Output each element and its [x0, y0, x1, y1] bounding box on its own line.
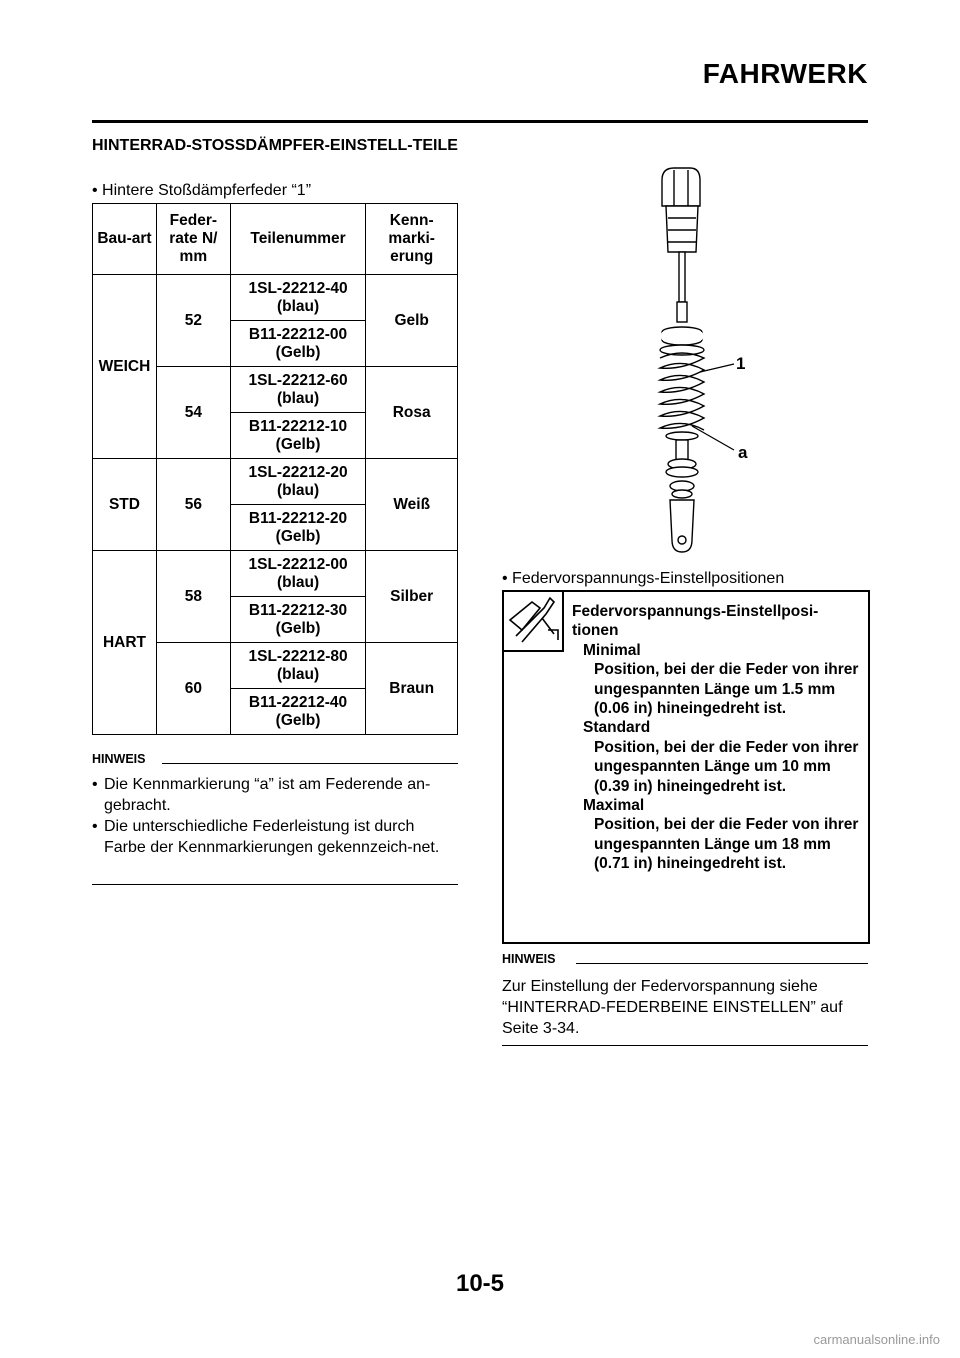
- list-item: • Die unterschiedliche Federleistung ist durch Farbe der Kennmarkierungen gekennzeich-net.: [92, 818, 440, 856]
- bauart-cell: HART: [93, 551, 157, 735]
- bauart-cell: STD: [93, 459, 157, 551]
- hinweis-label: HINWEIS: [92, 752, 146, 766]
- spec-min-text: Position, bei der die Feder von ihrer ungespannten Länge um 1.5 mm (0.06 in) hineingedreht ist.: [594, 661, 859, 718]
- table-row: [93, 275, 458, 321]
- rate-cell: 56: [156, 459, 230, 551]
- spec-min-label: Minimal: [583, 641, 641, 659]
- preload-spec-text: [572, 602, 862, 874]
- table-row: [93, 551, 458, 597]
- wrench-caliper-icon: [502, 590, 564, 652]
- leader-line-mark: [692, 426, 734, 450]
- rate-cell: 58: [156, 551, 230, 643]
- hinweis-notes: [92, 774, 460, 858]
- part-number-cell: 1SL-22212-20 (blau): [230, 459, 366, 505]
- part-number-cell: 1SL-22212-80 (blau): [230, 643, 366, 689]
- part-number-cell: 1SL-22212-60 (blau): [230, 367, 366, 413]
- spec-title: Federvorspannungs-Einstellposi-tionen: [572, 603, 819, 640]
- watermark: carmanualsonline.info: [813, 1332, 940, 1347]
- hinweis-rule: [576, 963, 868, 964]
- spec-std-label: Standard: [583, 719, 651, 737]
- bullet-rear-spring: • Hintere Stoßdämpferfeder “1”: [92, 182, 312, 199]
- hinweis-text: Zur Einstellung der Federvorspannung siehe “HINTERRAD-FEDERBEINE EINSTELLEN” auf Seite 3-34.: [502, 978, 843, 1037]
- hinweis-end-rule: [92, 884, 458, 885]
- marking-cell: Gelb: [366, 275, 458, 367]
- figure-label-spring: 1: [736, 354, 746, 373]
- table-header-row: [93, 204, 458, 275]
- marking-cell: Rosa: [366, 367, 458, 459]
- part-number-cell: B11-22212-10 (Gelb): [230, 413, 366, 459]
- table-header-cell: Teilenummer: [230, 204, 366, 275]
- marking-cell: Weiß: [366, 459, 458, 551]
- hinweis-label: HINWEIS: [502, 952, 556, 966]
- page-header-title: FAHRWERK: [702, 58, 868, 89]
- spec-std-text: Position, bei der die Feder von ihrer ungespannten Länge um 10 mm (0.39 in) hineingedreht ist.: [594, 738, 859, 795]
- leader-line-spring: [700, 364, 734, 372]
- part-number-cell: B11-22212-00 (Gelb): [230, 321, 366, 367]
- marking-cell: Silber: [366, 551, 458, 643]
- spec-max-label: Maximal: [583, 797, 645, 815]
- bauart-cell: WEICH: [93, 275, 157, 459]
- part-number-cell: B11-22212-30 (Gelb): [230, 597, 366, 643]
- section-title: HINTERRAD-STOSSDÄMPFER-EINSTELL-TEILE: [92, 137, 458, 154]
- shock-absorber-figure: [600, 160, 780, 560]
- table-header-cell: Bau-art: [93, 204, 157, 275]
- header-rule: [92, 120, 868, 123]
- part-number-cell: 1SL-22212-40 (blau): [230, 275, 366, 321]
- spring-spec-table: [92, 203, 458, 735]
- page-number: 10-5: [455, 1270, 505, 1297]
- bullet-preload-positions: • Federvorspannungs-Einstellpositionen: [502, 570, 785, 587]
- figure-label-mark: a: [738, 443, 748, 462]
- table-header-cell: Kenn-marki-erung: [366, 204, 458, 275]
- part-number-cell: 1SL-22212-00 (blau): [230, 551, 366, 597]
- table-header-cell: Feder-rate N/ mm: [156, 204, 230, 275]
- part-number-cell: B11-22212-20 (Gelb): [230, 505, 366, 551]
- marking-cell: Braun: [366, 643, 458, 735]
- list-item: • Die Kennmarkierung “a” ist am Federende an-gebracht.: [92, 776, 431, 814]
- hinweis-end-rule: [502, 1045, 868, 1046]
- rate-cell: 54: [156, 367, 230, 459]
- table-row: [93, 459, 458, 505]
- part-number-cell: B11-22212-40 (Gelb): [230, 689, 366, 735]
- spec-max-text: Position, bei der die Feder von ihrer ungespannten Länge um 18 mm (0.71 in) hineingedreht ist.: [594, 816, 859, 873]
- rate-cell: 52: [156, 275, 230, 367]
- hinweis-rule: [162, 763, 458, 764]
- rate-cell: 60: [156, 643, 230, 735]
